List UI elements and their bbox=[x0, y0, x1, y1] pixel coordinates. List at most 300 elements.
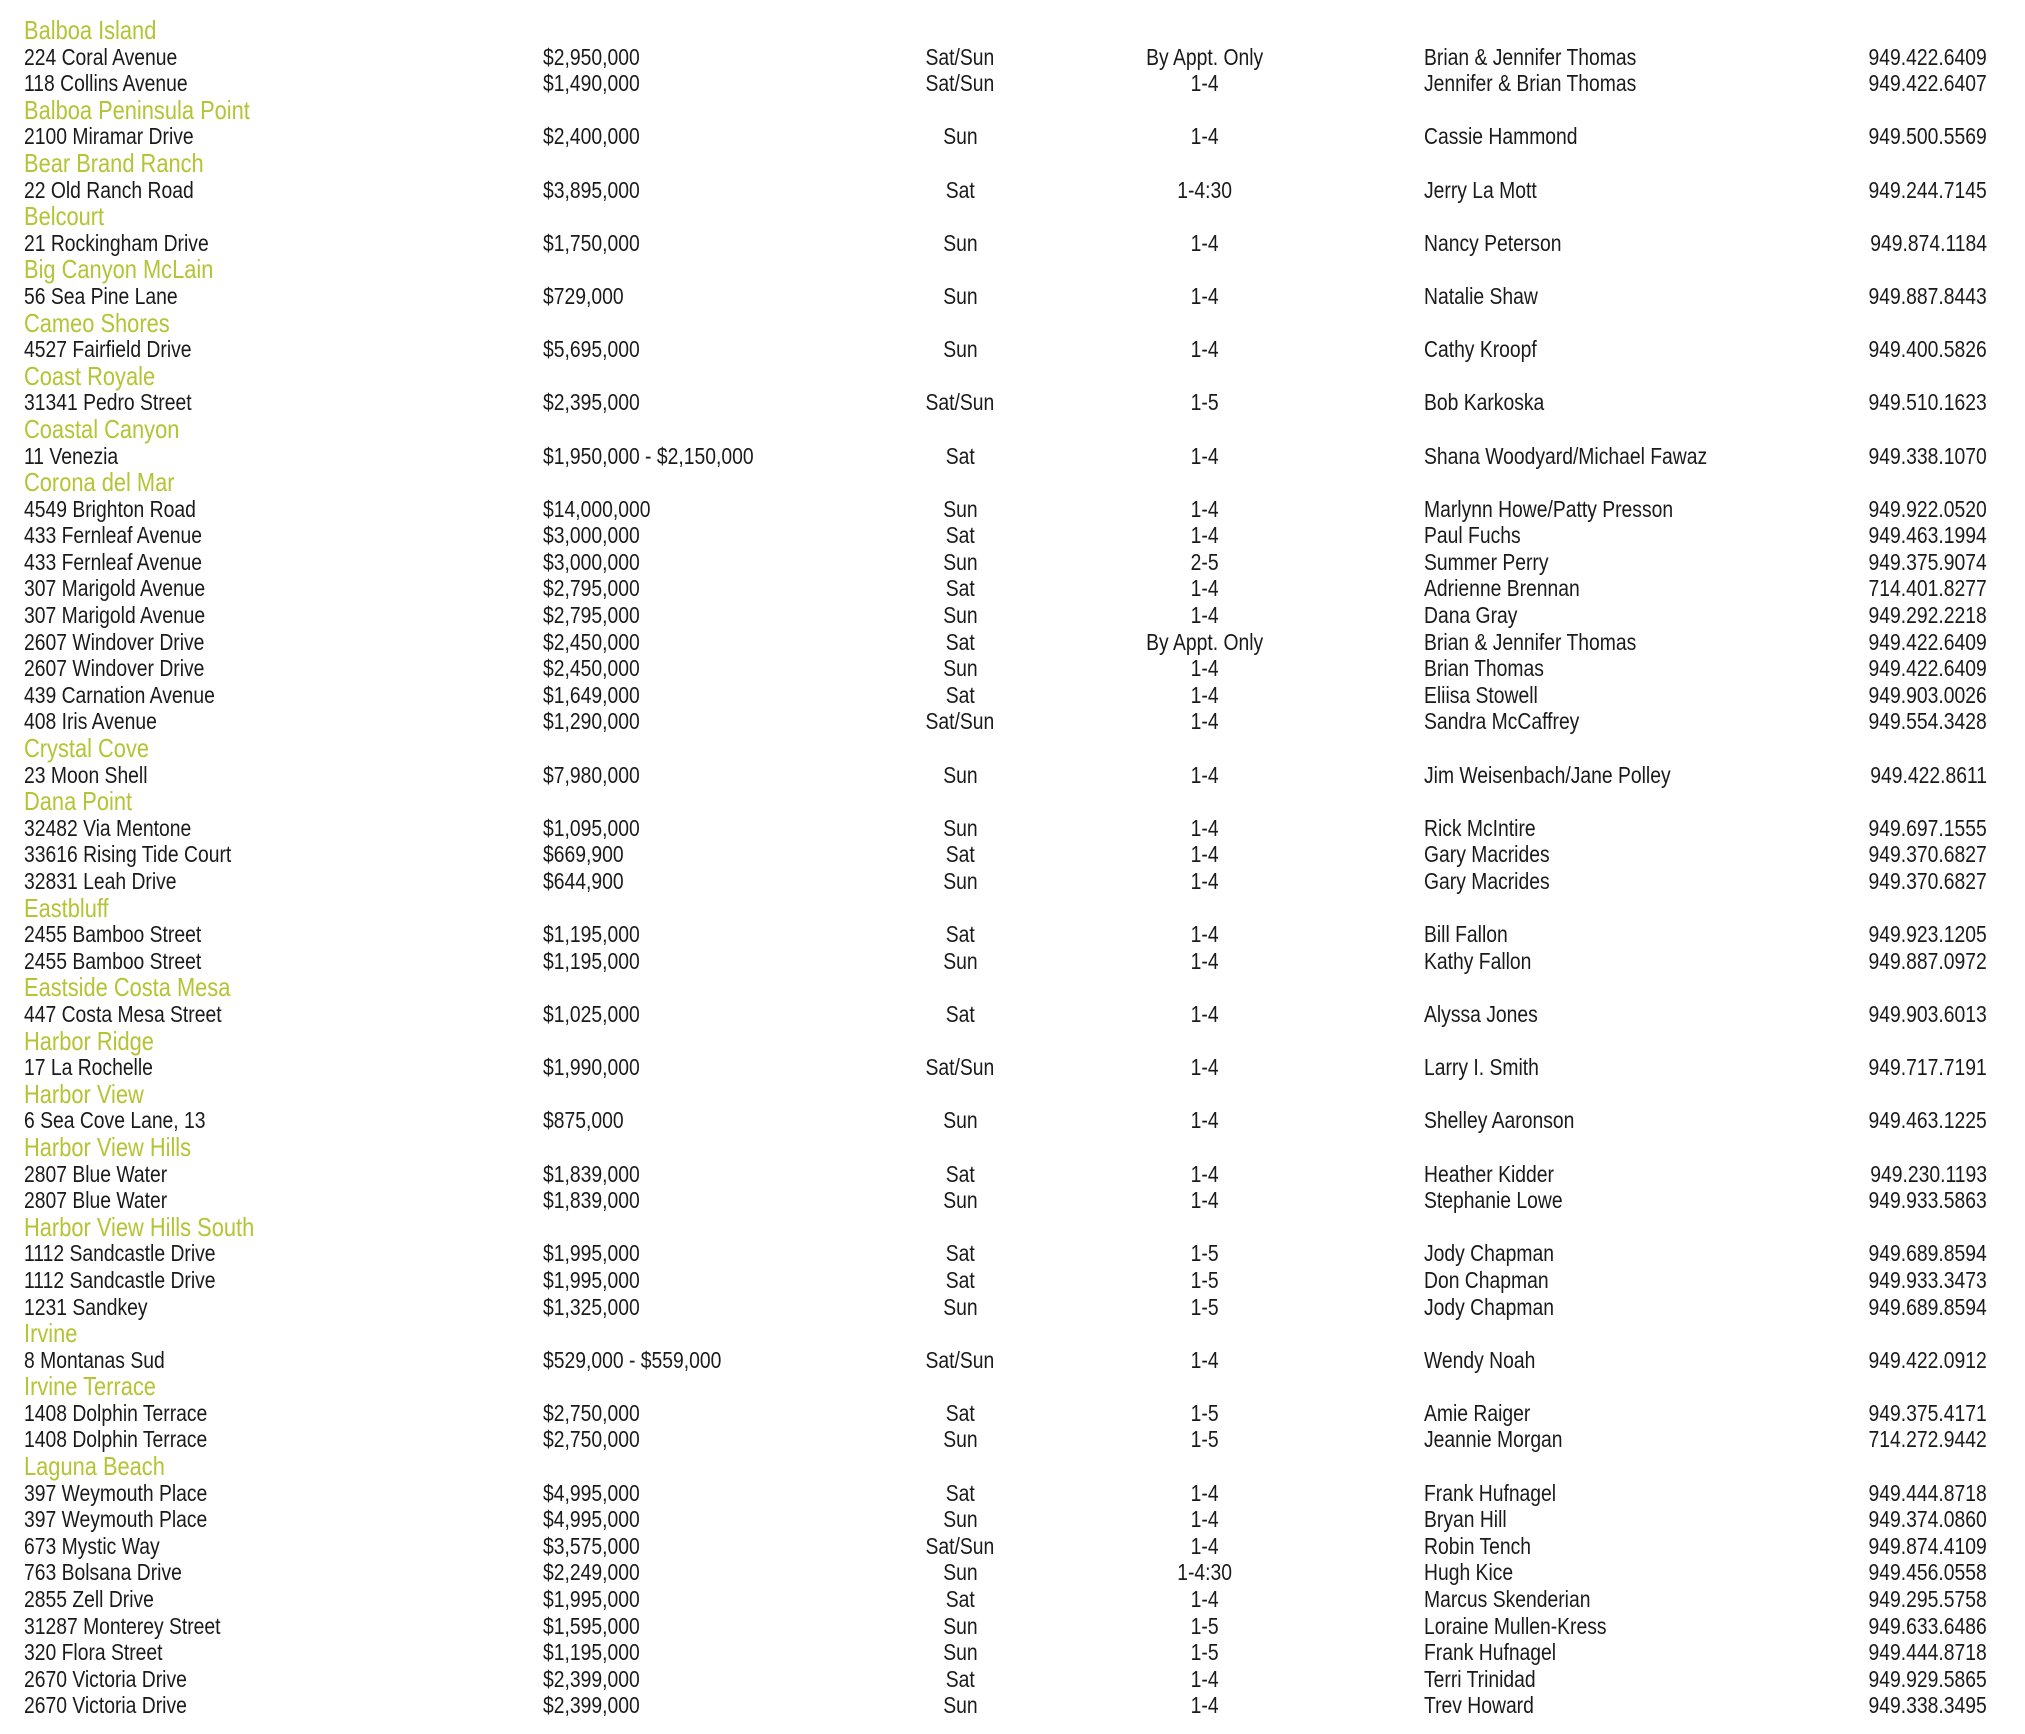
listing-hours-cell bbox=[1105, 443, 1305, 470]
listing-price: $875,000 bbox=[543, 1107, 624, 1134]
listing-price: $2,750,000 bbox=[543, 1399, 640, 1426]
neighborhood-name: Coastal Canyon bbox=[24, 413, 180, 444]
listing-day-cell bbox=[900, 602, 1020, 629]
listing-hours: 1-4 bbox=[1191, 336, 1219, 363]
neighborhood-heading-cell bbox=[24, 469, 203, 496]
listing-price: $1,839,000 bbox=[543, 1187, 640, 1214]
listing-address-cell bbox=[24, 708, 182, 735]
listing-agent: Terri Trinidad bbox=[1424, 1665, 1536, 1692]
listing-address: 33616 Rising Tide Court bbox=[24, 841, 232, 868]
listing-phone: 949.422.0912 bbox=[1868, 1346, 1987, 1373]
listing-hours-cell bbox=[1105, 1639, 1305, 1666]
listing-address-cell bbox=[24, 336, 223, 363]
listing-phone-cell bbox=[1846, 1639, 1987, 1666]
listing-price-cell bbox=[543, 868, 639, 895]
listing-address: 31341 Pedro Street bbox=[24, 389, 192, 416]
listing-price: $644,900 bbox=[543, 868, 624, 894]
listing-address: 21 Rockingham Drive bbox=[24, 229, 209, 256]
listing-address-cell bbox=[24, 1666, 218, 1693]
listing-phone-cell bbox=[1846, 1586, 1987, 1613]
neighborhood-section bbox=[0, 1320, 2025, 1373]
listing-price-cell bbox=[543, 1426, 658, 1453]
listing-agent-cell bbox=[1424, 1107, 1603, 1134]
listing-day: Sat bbox=[945, 1479, 975, 1506]
listing-row bbox=[0, 1613, 2025, 1640]
neighborhood-name: Balboa Peninsula Point bbox=[24, 94, 250, 125]
listing-agent-cell bbox=[1424, 1666, 1557, 1693]
listing-agent-cell bbox=[1424, 230, 1588, 257]
listing-row bbox=[0, 443, 2025, 470]
listing-row bbox=[0, 762, 2025, 789]
listing-day-cell bbox=[900, 655, 1020, 682]
listing-phone: 949.422.6409 bbox=[1868, 655, 1987, 682]
listing-price: $669,900 bbox=[543, 841, 624, 868]
listing-price-cell bbox=[543, 443, 794, 470]
listing-hours: 1-4 bbox=[1191, 602, 1219, 629]
listing-address-cell bbox=[24, 443, 136, 470]
listing-price: $1,649,000 bbox=[543, 681, 640, 708]
listing-day-cell bbox=[900, 1586, 1020, 1613]
listing-day: Sat bbox=[945, 841, 975, 868]
listing-hours: 1-5 bbox=[1191, 1293, 1219, 1320]
neighborhood-heading bbox=[0, 256, 2025, 283]
listing-agent: Loraine Mullen-Kress bbox=[1424, 1612, 1607, 1639]
listing-hours: 1-4 bbox=[1191, 1692, 1219, 1719]
neighborhood-section bbox=[0, 1453, 2025, 1719]
listing-agent-cell bbox=[1424, 1426, 1589, 1453]
listing-phone-cell bbox=[1846, 921, 1987, 948]
listing-phone: 949.929.5865 bbox=[1868, 1665, 1987, 1692]
listing-day-cell bbox=[900, 1240, 1020, 1267]
listing-address: 2607 Windover Drive bbox=[24, 655, 205, 682]
listing-hours-cell bbox=[1105, 1613, 1305, 1640]
listing-price: $2,795,000 bbox=[543, 602, 640, 629]
listing-phone: 949.689.8594 bbox=[1868, 1293, 1987, 1320]
neighborhood-heading bbox=[0, 974, 2025, 1001]
listing-price: $2,395,000 bbox=[543, 389, 640, 416]
listing-agent-cell bbox=[1424, 70, 1677, 97]
neighborhood-section bbox=[0, 413, 2025, 469]
listing-hours-cell bbox=[1105, 655, 1305, 682]
listing-price-cell bbox=[543, 496, 671, 523]
listing-hours: 1-4 bbox=[1191, 655, 1219, 682]
listing-price-cell bbox=[543, 602, 658, 629]
listing-agent-cell bbox=[1424, 522, 1539, 549]
neighborhood-section bbox=[0, 469, 2025, 735]
listing-agent-cell bbox=[1424, 629, 1677, 656]
listing-address: 397 Weymouth Place bbox=[24, 1479, 208, 1506]
listing-hours-cell bbox=[1105, 1559, 1305, 1586]
listing-address: 2607 Windover Drive bbox=[24, 628, 205, 655]
listing-agent: Paul Fuchs bbox=[1424, 522, 1521, 549]
listing-agent: Jennifer & Brian Thomas bbox=[1424, 70, 1637, 97]
listing-hours-cell bbox=[1105, 1533, 1305, 1560]
listing-price-cell bbox=[543, 44, 658, 71]
listing-phone-cell bbox=[1846, 70, 1987, 97]
neighborhood-name: Crystal Cove bbox=[24, 733, 150, 764]
listing-day: Sun bbox=[942, 1559, 978, 1586]
neighborhood-heading-cell bbox=[24, 360, 180, 391]
listing-agent-cell bbox=[1424, 1240, 1579, 1267]
listing-agent: Frank Hufnagel bbox=[1424, 1479, 1557, 1506]
listing-address-cell bbox=[24, 629, 239, 656]
listing-address: 22 Old Ranch Road bbox=[24, 176, 194, 203]
listing-phone-cell bbox=[1846, 1426, 1987, 1453]
listing-row bbox=[0, 230, 2025, 257]
listing-hours-cell bbox=[1105, 629, 1305, 656]
listing-agent-cell bbox=[1424, 1187, 1589, 1214]
listing-phone-cell bbox=[1846, 815, 1987, 842]
listing-phone: 949.874.4109 bbox=[1868, 1532, 1987, 1559]
listing-row bbox=[0, 1001, 2025, 1028]
listing-hours-cell bbox=[1105, 1347, 1305, 1374]
neighborhood-section bbox=[0, 307, 2025, 363]
listing-hours-cell bbox=[1105, 230, 1305, 257]
listing-agent: Summer Perry bbox=[1424, 548, 1549, 575]
listing-agent: Shana Woodyard/Michael Fawaz bbox=[1424, 442, 1708, 469]
listing-phone: 949.903.6013 bbox=[1868, 1000, 1987, 1027]
listing-phone-cell bbox=[1846, 708, 1987, 735]
listing-day-cell bbox=[900, 230, 1020, 257]
neighborhood-section bbox=[0, 1131, 2025, 1214]
neighborhood-heading bbox=[0, 203, 2025, 230]
listing-row bbox=[0, 708, 2025, 735]
listing-phone: 949.903.0026 bbox=[1868, 681, 1987, 708]
listing-day-cell bbox=[900, 1613, 1020, 1640]
listing-agent-cell bbox=[1424, 815, 1557, 842]
neighborhood-heading bbox=[0, 307, 2025, 338]
listing-agent-cell bbox=[1424, 948, 1552, 975]
neighborhood-name: Irvine bbox=[24, 1318, 78, 1349]
listing-price-cell bbox=[543, 921, 658, 948]
neighborhood-name: Laguna Beach bbox=[24, 1451, 165, 1482]
listing-agent-cell bbox=[1424, 841, 1574, 868]
neighborhood-section bbox=[0, 94, 2025, 150]
neighborhood-name: Big Canyon McLain bbox=[24, 254, 214, 285]
listing-price-cell bbox=[543, 1400, 658, 1427]
neighborhood-heading-cell bbox=[24, 1373, 181, 1400]
neighborhood-heading-cell bbox=[24, 1211, 298, 1242]
listing-phone-cell bbox=[1846, 841, 1987, 868]
listing-hours: 1-4:30 bbox=[1177, 1559, 1233, 1586]
neighborhood-section bbox=[0, 892, 2025, 975]
listing-price: $1,025,000 bbox=[543, 1000, 640, 1027]
listing-agent-cell bbox=[1424, 443, 1761, 470]
listing-hours-cell bbox=[1105, 1240, 1305, 1267]
listing-address: 307 Marigold Avenue bbox=[24, 575, 206, 602]
neighborhood-section bbox=[0, 203, 2025, 256]
listing-address: 2855 Zell Drive bbox=[24, 1586, 154, 1613]
listing-agent: Jerry La Mott bbox=[1424, 176, 1537, 203]
listing-phone: 949.400.5826 bbox=[1868, 336, 1987, 363]
neighborhood-heading bbox=[0, 1453, 2025, 1480]
listing-phone-cell bbox=[1846, 948, 1987, 975]
listing-hours-cell bbox=[1105, 70, 1305, 97]
listing-hours: 1-4 bbox=[1191, 921, 1219, 948]
neighborhood-heading bbox=[0, 1025, 2025, 1056]
listing-address: 320 Flora Street bbox=[24, 1639, 163, 1666]
listing-price-cell bbox=[543, 815, 658, 842]
listing-agent-cell bbox=[1424, 1347, 1557, 1374]
listing-row bbox=[0, 1161, 2025, 1188]
listing-price: $1,990,000 bbox=[543, 1054, 640, 1081]
listing-phone: 714.401.8277 bbox=[1868, 575, 1987, 602]
listing-agent: Natalie Shaw bbox=[1424, 282, 1538, 309]
listing-hours: 1-4 bbox=[1191, 1346, 1219, 1373]
listing-address: 433 Fernleaf Avenue bbox=[24, 548, 202, 575]
listing-hours: By Appt. Only bbox=[1146, 43, 1264, 70]
listing-phone: 949.370.6827 bbox=[1868, 868, 1987, 894]
listing-agent: Brian Thomas bbox=[1424, 655, 1544, 682]
listing-phone-cell bbox=[1846, 1533, 1987, 1560]
listing-hours-cell bbox=[1105, 921, 1305, 948]
listing-address-cell bbox=[24, 1586, 179, 1613]
listing-day-cell bbox=[900, 443, 1020, 470]
listing-hours-cell bbox=[1105, 283, 1305, 310]
listing-price: $1,490,000 bbox=[543, 70, 640, 97]
listing-day-cell bbox=[900, 1187, 1020, 1214]
listing-price: $14,000,000 bbox=[543, 495, 651, 522]
neighborhood-section bbox=[0, 17, 2025, 97]
listing-day: Sat bbox=[945, 628, 975, 655]
listing-day-cell bbox=[900, 1001, 1020, 1028]
listing-address: 1112 Sandcastle Drive bbox=[24, 1266, 216, 1293]
listing-address: 307 Marigold Avenue bbox=[24, 602, 206, 629]
listing-price-cell bbox=[543, 336, 658, 363]
listing-row bbox=[0, 921, 2025, 948]
listing-address: 11 Venezia bbox=[24, 442, 119, 469]
listing-phone: 949.922.0520 bbox=[1868, 495, 1987, 522]
listing-price-cell bbox=[543, 708, 658, 735]
listing-address: 2455 Bamboo Street bbox=[24, 947, 202, 974]
listing-hours-cell bbox=[1105, 815, 1305, 842]
listing-day: Sun bbox=[942, 229, 978, 256]
listing-day-cell bbox=[900, 1054, 1020, 1081]
listing-address-cell bbox=[24, 868, 206, 895]
listing-phone-cell bbox=[1846, 1187, 1987, 1214]
listing-phone-cell bbox=[1846, 1107, 1987, 1134]
listing-price: $2,400,000 bbox=[543, 123, 640, 150]
listing-day-cell bbox=[900, 682, 1020, 709]
listing-price: $1,195,000 bbox=[543, 947, 640, 974]
listing-row bbox=[0, 655, 2025, 682]
listing-address-cell bbox=[24, 1161, 194, 1188]
listing-hours-cell bbox=[1105, 1692, 1305, 1719]
listing-day: Sun bbox=[942, 495, 978, 522]
listing-hours: 1-4 bbox=[1191, 229, 1219, 256]
neighborhood-name: Bear Brand Ranch bbox=[24, 147, 204, 178]
neighborhood-section bbox=[0, 1373, 2025, 1453]
neighborhood-heading-cell bbox=[24, 974, 270, 1001]
listing-address-cell bbox=[24, 1347, 192, 1374]
listing-address-cell bbox=[24, 948, 235, 975]
listing-agent: Gary Macrides bbox=[1424, 841, 1550, 868]
listing-phone: 949.697.1555 bbox=[1868, 814, 1987, 841]
listing-phone-cell bbox=[1848, 762, 1987, 789]
listing-price-cell bbox=[543, 1187, 658, 1214]
listing-price-cell bbox=[543, 655, 658, 682]
listing-address-cell bbox=[24, 283, 207, 310]
listing-address: 2100 Miramar Drive bbox=[24, 123, 194, 150]
listing-address-cell bbox=[24, 1480, 242, 1507]
listing-day: Sun bbox=[942, 868, 978, 894]
listing-hours: 1-4 bbox=[1191, 1187, 1219, 1214]
listing-agent: Eliisa Stowell bbox=[1424, 681, 1538, 708]
listing-day: Sun bbox=[942, 655, 978, 682]
listing-day-cell bbox=[900, 948, 1020, 975]
listing-address-cell bbox=[24, 1240, 252, 1267]
listing-address-cell bbox=[24, 1533, 185, 1560]
listing-hours-cell bbox=[1105, 1267, 1305, 1294]
listing-agent-cell bbox=[1424, 762, 1718, 789]
listing-day: Sun bbox=[942, 548, 978, 575]
listing-address-cell bbox=[24, 549, 236, 576]
listing-address-cell bbox=[24, 44, 206, 71]
listing-price-cell bbox=[543, 762, 658, 789]
listing-price: $2,249,000 bbox=[543, 1559, 640, 1586]
listing-day-cell bbox=[900, 1506, 1020, 1533]
listing-phone: 949.554.3428 bbox=[1868, 708, 1987, 735]
neighborhood-heading-cell bbox=[24, 735, 173, 762]
listing-day: Sun bbox=[942, 1107, 978, 1134]
listing-hours: 1-4 bbox=[1191, 575, 1219, 602]
listing-day: Sun bbox=[942, 1426, 978, 1453]
listing-day: Sat bbox=[945, 1266, 975, 1293]
listing-phone: 949.422.8611 bbox=[1870, 761, 1987, 788]
listing-phone: 949.887.0972 bbox=[1868, 947, 1987, 974]
listing-price: $5,695,000 bbox=[543, 336, 640, 363]
listing-price: $2,399,000 bbox=[543, 1692, 640, 1719]
listing-agent-cell bbox=[1424, 602, 1535, 629]
neighborhood-name: Harbor View bbox=[24, 1078, 144, 1109]
listing-address: 1408 Dolphin Terrace bbox=[24, 1426, 208, 1453]
listing-day-cell bbox=[900, 1666, 1020, 1693]
listing-price-cell bbox=[543, 1692, 658, 1719]
neighborhood-heading-cell bbox=[24, 788, 153, 815]
listing-phone: 949.422.6409 bbox=[1868, 628, 1987, 655]
listing-hours: 1-4:30 bbox=[1177, 176, 1233, 203]
listing-phone-cell bbox=[1846, 1613, 1987, 1640]
listing-agent-cell bbox=[1424, 1267, 1572, 1294]
listing-price-cell bbox=[543, 1347, 755, 1374]
listing-phone: 949.923.1205 bbox=[1868, 921, 1987, 948]
listing-price: $2,450,000 bbox=[543, 628, 640, 655]
listing-price-cell bbox=[543, 1506, 658, 1533]
listing-row bbox=[0, 1692, 2025, 1719]
listing-hours-cell bbox=[1105, 762, 1305, 789]
neighborhood-heading bbox=[0, 1078, 2025, 1109]
listing-price: $1,290,000 bbox=[543, 708, 640, 735]
listing-day: Sun bbox=[942, 1692, 978, 1719]
listing-phone-cell bbox=[1846, 1001, 1987, 1028]
listing-hours: 1-4 bbox=[1191, 1479, 1219, 1506]
listing-address: 6 Sea Cove Lane, 13 bbox=[24, 1107, 206, 1134]
listing-day-cell bbox=[900, 336, 1020, 363]
listing-address: 56 Sea Pine Lane bbox=[24, 282, 178, 309]
listing-hours-cell bbox=[1105, 708, 1305, 735]
neighborhood-heading-cell bbox=[24, 1025, 179, 1056]
listing-phone-cell bbox=[1846, 549, 1987, 576]
listing-phone-cell bbox=[1846, 1054, 1987, 1081]
neighborhood-heading-cell bbox=[24, 256, 249, 283]
neighborhood-section bbox=[0, 256, 2025, 309]
listing-hours: By Appt. Only bbox=[1146, 628, 1264, 655]
listing-day: Sat/Sun bbox=[925, 389, 995, 416]
listing-agent-cell bbox=[1424, 1294, 1579, 1321]
listing-hours: 1-4 bbox=[1191, 1532, 1219, 1559]
listing-price: $7,980,000 bbox=[543, 761, 640, 788]
listing-hours-cell bbox=[1105, 1426, 1305, 1453]
listing-phone-cell bbox=[1846, 1267, 1987, 1294]
listing-address: 17 La Rochelle bbox=[24, 1054, 153, 1081]
listing-agent: Stephanie Lowe bbox=[1424, 1187, 1563, 1214]
listing-agent: Jody Chapman bbox=[1424, 1293, 1554, 1320]
listing-hours: 1-5 bbox=[1191, 1612, 1219, 1639]
listing-row bbox=[0, 70, 2025, 97]
listing-row bbox=[0, 283, 2025, 310]
listing-day: Sat/Sun bbox=[925, 1054, 995, 1081]
listing-phone: 949.933.3473 bbox=[1868, 1266, 1987, 1293]
listing-day-cell bbox=[900, 1161, 1020, 1188]
listing-day: Sun bbox=[942, 1612, 978, 1639]
listing-address-cell bbox=[24, 1001, 259, 1028]
listing-address: 2807 Blue Water bbox=[24, 1160, 168, 1187]
listing-hours: 1-4 bbox=[1191, 814, 1219, 841]
listing-agent: Adrienne Brennan bbox=[1424, 575, 1580, 602]
listing-address-cell bbox=[24, 921, 235, 948]
neighborhood-name: Dana Point bbox=[24, 786, 133, 817]
listing-phone: 949.244.7145 bbox=[1868, 176, 1987, 203]
listing-phone: 949.422.6409 bbox=[1868, 43, 1987, 70]
listing-address: 433 Fernleaf Avenue bbox=[24, 522, 202, 549]
listing-address-cell bbox=[24, 496, 229, 523]
listing-hours: 1-4 bbox=[1191, 1586, 1219, 1613]
listing-hours: 1-4 bbox=[1191, 282, 1219, 309]
listing-hours: 1-5 bbox=[1191, 1426, 1219, 1453]
neighborhood-heading-cell bbox=[24, 203, 119, 230]
listing-hours-cell bbox=[1105, 1054, 1305, 1081]
listing-phone: 949.500.5569 bbox=[1868, 123, 1987, 150]
listing-agent-cell bbox=[1424, 868, 1574, 895]
listing-row bbox=[0, 1480, 2025, 1507]
listing-hours: 1-4 bbox=[1191, 1506, 1219, 1533]
listing-price-cell bbox=[543, 1613, 658, 1640]
listing-hours: 1-4 bbox=[1191, 681, 1219, 708]
listing-phone-cell bbox=[1846, 496, 1987, 523]
listing-phone: 949.370.6827 bbox=[1868, 841, 1987, 868]
listing-agent: Brian & Jennifer Thomas bbox=[1424, 628, 1637, 655]
neighborhood-section bbox=[0, 147, 2025, 203]
listing-day: Sat bbox=[945, 522, 975, 549]
listing-day: Sun bbox=[942, 123, 978, 150]
listing-price: $1,325,000 bbox=[543, 1293, 640, 1320]
listing-address-cell bbox=[24, 1294, 171, 1321]
listing-agent-cell bbox=[1424, 575, 1609, 602]
listing-agent-cell bbox=[1424, 123, 1607, 150]
listing-price-cell bbox=[543, 575, 658, 602]
listing-row bbox=[0, 1187, 2025, 1214]
listing-agent: Larry I. Smith bbox=[1424, 1054, 1539, 1081]
listing-day: Sun bbox=[942, 1187, 978, 1214]
listing-agent: Rick McIntire bbox=[1424, 814, 1536, 841]
listing-phone: 949.292.2218 bbox=[1868, 602, 1987, 629]
listing-hours-cell bbox=[1105, 177, 1305, 204]
listing-address: 2670 Victoria Drive bbox=[24, 1665, 187, 1692]
listing-address: 32831 Leah Drive bbox=[24, 868, 177, 894]
listing-price: $4,995,000 bbox=[543, 1506, 640, 1533]
listing-phone: 949.374.0860 bbox=[1868, 1506, 1987, 1533]
listing-hours-cell bbox=[1105, 948, 1305, 975]
